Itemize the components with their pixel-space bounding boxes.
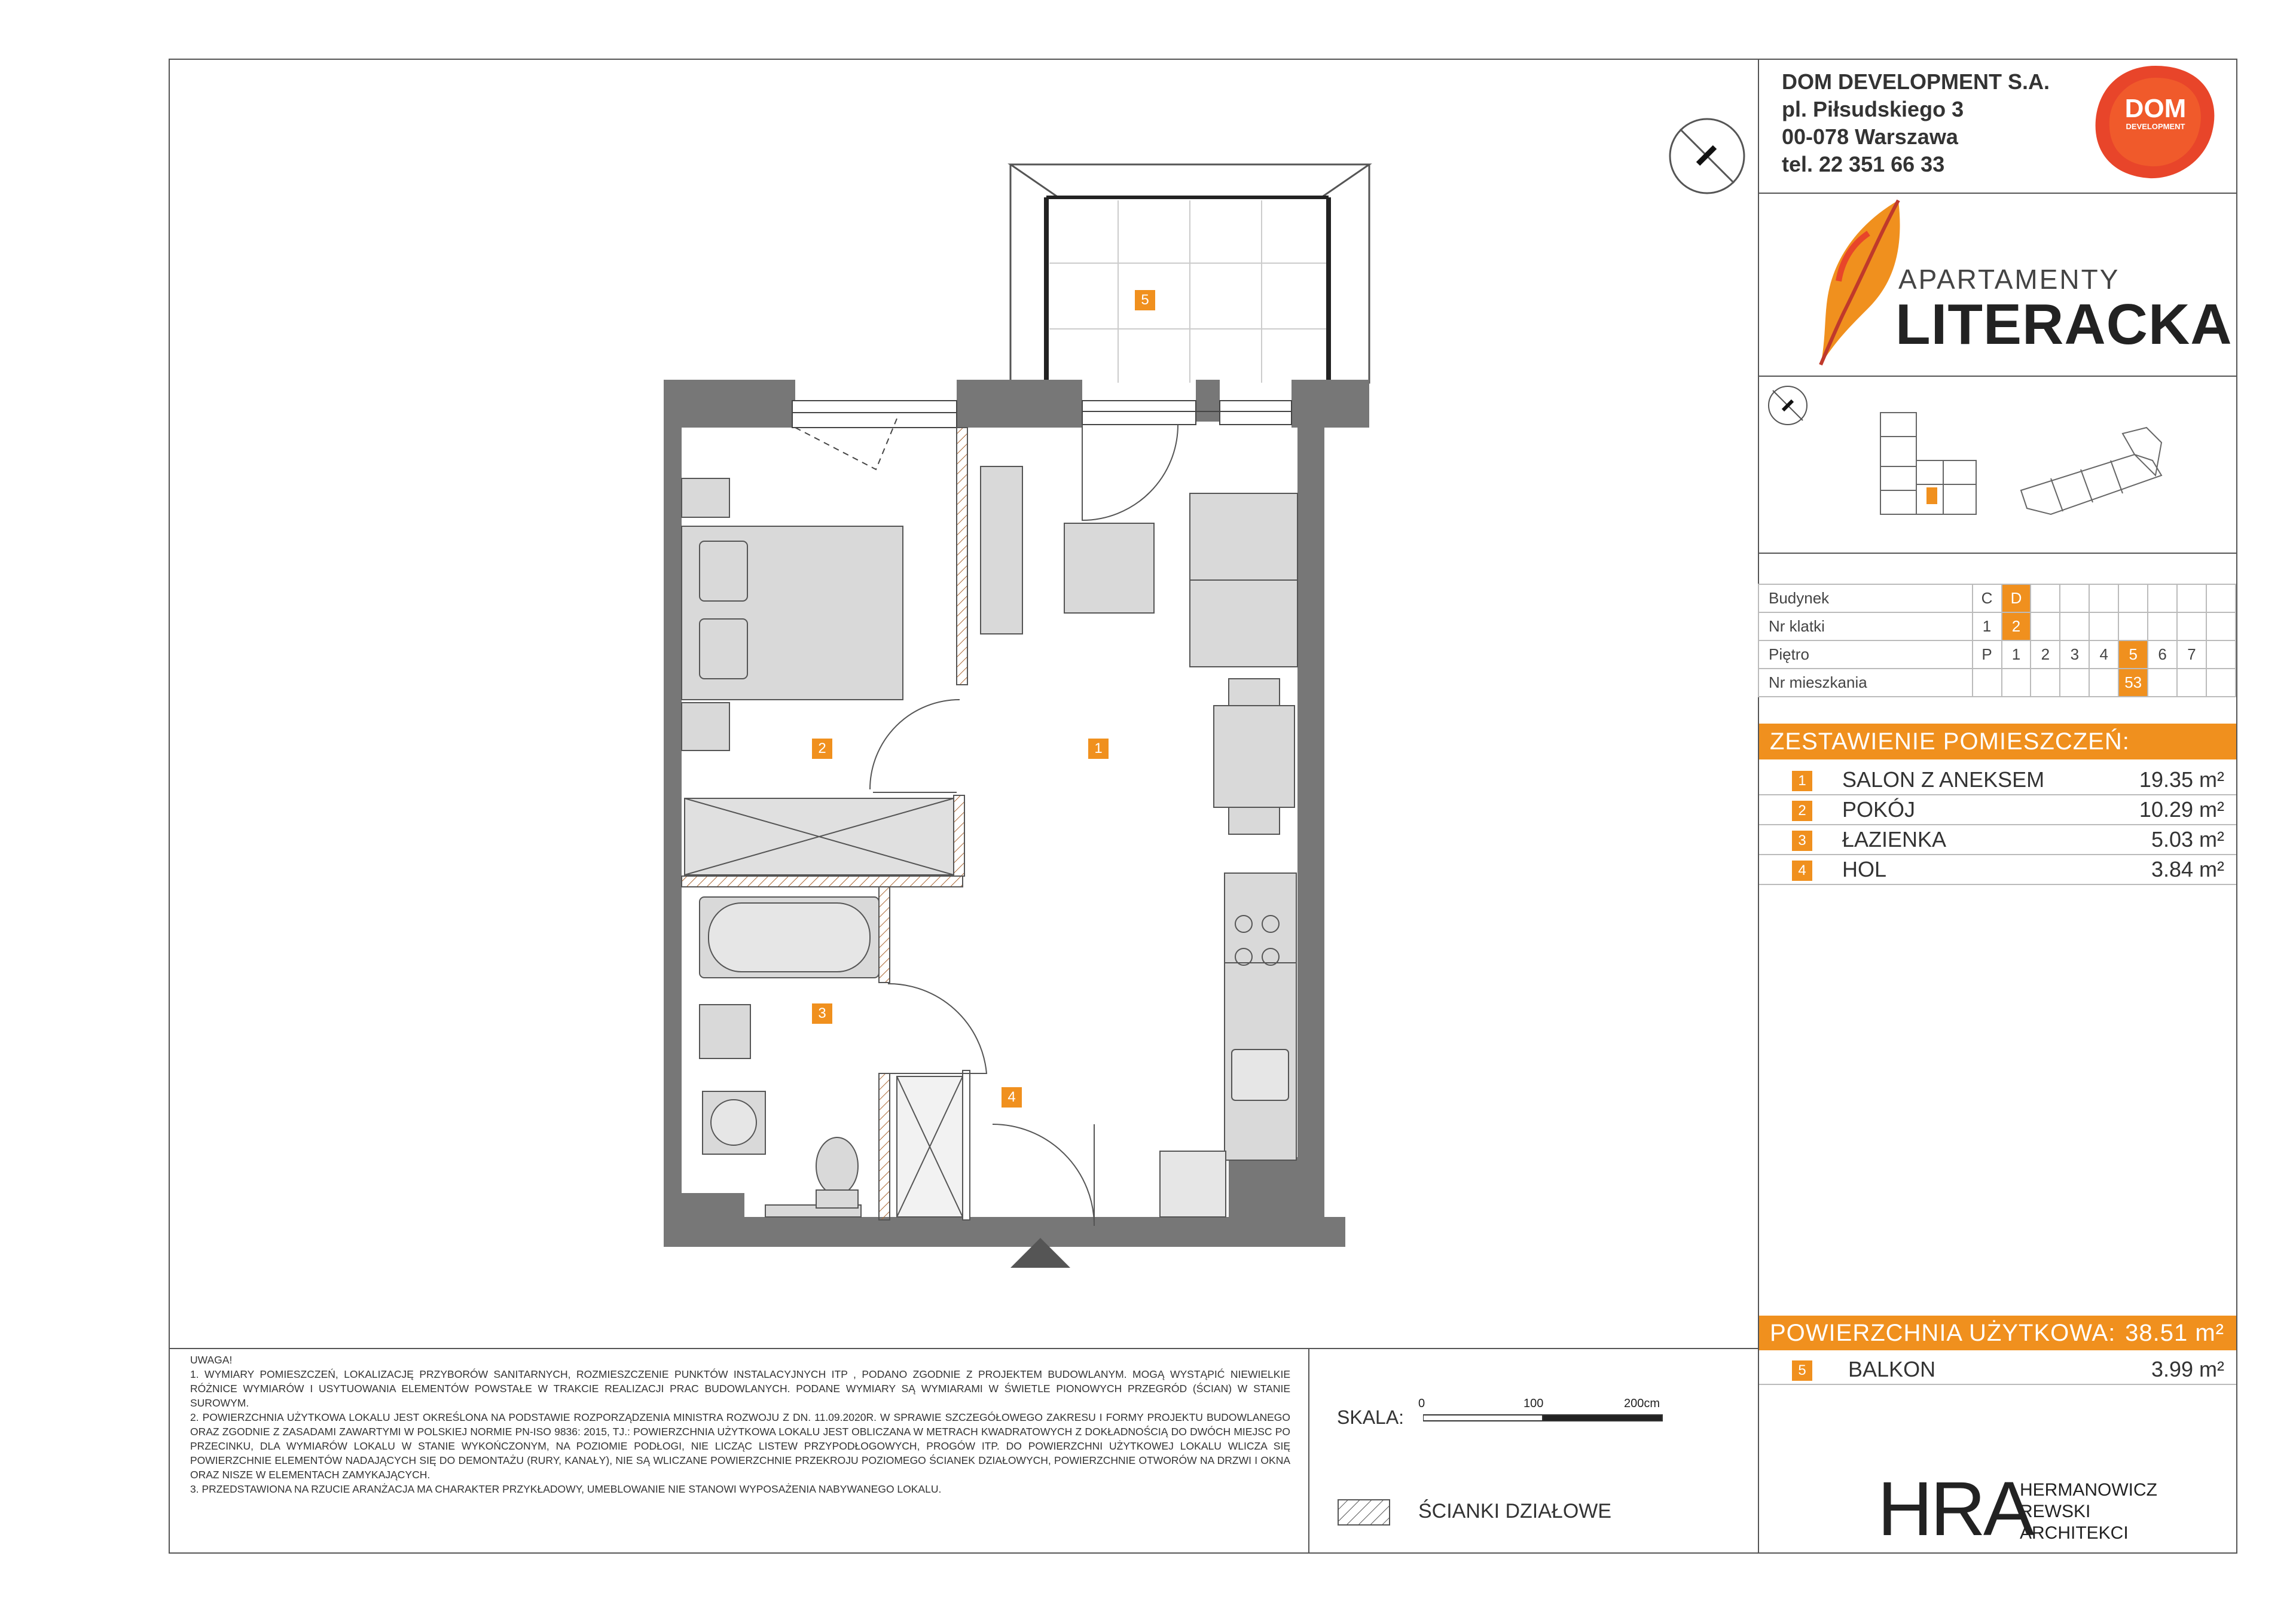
scale-tick-100: 100 [1523, 1397, 1544, 1410]
plan-label-3: 3 [812, 1003, 832, 1024]
info-cell [2206, 612, 2236, 640]
room-area: 10.29 m² [2139, 797, 2224, 822]
info-cell [2089, 612, 2118, 640]
info-row-label: Nr mieszkania [1758, 669, 1973, 697]
note-3: 3. PRZEDSTAWIONA NA RZUCIE ARANŻACJA MA CHARAKTER PRZYKŁADOWY, UMEBLOWANIE NIE STANOWI WYPOSAŻENIA NABYWANEGO LOKALU. [190, 1483, 942, 1495]
plan-label-4: 4 [1002, 1087, 1022, 1108]
info-cell [2089, 584, 2118, 612]
rooms-header: ZESTAWIENIE POMIESZCZEŃ: [1759, 724, 2236, 759]
info-cell [2206, 669, 2236, 697]
total-area-bar [1759, 1316, 2236, 1350]
info-cell [2031, 612, 2060, 640]
scale-tick-0: 0 [1418, 1397, 1425, 1410]
info-cell [2206, 640, 2236, 669]
legend-label: ŚCIANKI DZIAŁOWE [1418, 1500, 1612, 1523]
scale-bar [1423, 1414, 1668, 1426]
info-cell: 2 [2002, 612, 2031, 640]
key-plan-building [1871, 401, 1991, 526]
key-plan-site [2015, 419, 2170, 520]
room-name: SALON Z ANEKSEM [1842, 767, 2045, 792]
info-cell: 4 [2089, 640, 2118, 669]
balcony-name: BALKON [1848, 1357, 1936, 1381]
sidebar-rule-3 [1758, 553, 2236, 554]
note-2: 2. POWIERZCHNIA UŻYTKOWA LOKALU JEST OKREŚLONA NA PODSTAWIE ROZPORZĄDZENIA MINISTRA ROZWOJU Z DN. 11.09.2020R. W SPRAWIE SZCZEGÓŁOWEGO ZAKRESU I FORMY PROJEKTU BUDOWLANEGO ORAZ ZGODNIE Z ZASADAMI ZAWARTYMI W POLSKIEJ NORMIE PN-ISO 9836: 2015, TJ.: POWIERZCHNIA UŻYTKOWA LOKALU JEST OBLICZANA W METRACH KWADRATOWYCH Z DOKŁADNOŚCIĄ DO DWÓCH MIEJSC PO PRZECINKU, DLA WYMIARÓW LOKALU W STANIE WYKOŃCZONYM, NA POZIOMIE PODŁOGI, NIE LICZĄC LISTEW PRZYPODŁOGOWYCH, PROGÓW ITP. DO POWIERZCHNI UŻYTKOWEJ LOKALU WLICZA SIĘ POWIERZCHNIE ELEMENTÓW NADAJĄCYCH SIĘ DO DEMONTAŻU (RURY, KANAŁY), NIE SĄ WLICZANE POWIERZCHNIE PRZEKROJU POZIOMEGO ŚCIANEK DZIAŁOWYCH, POWIERZCHNIE OTWORÓW NA DRZWI I OKNA ORAZ NISZE W ELEMENTACH ZAMYKAJĄCYCH. [190, 1411, 1290, 1481]
info-cell: 6 [2148, 640, 2177, 669]
info-table-row [1758, 669, 2236, 697]
room-area: 19.35 m² [2139, 767, 2224, 792]
room-row [1759, 825, 2236, 855]
info-table-row [1758, 612, 2236, 640]
room-num: 1 [1792, 771, 1812, 791]
info-cell [2060, 584, 2089, 612]
notes-scale-divider [1308, 1348, 1309, 1554]
info-cell: 1 [1973, 612, 2002, 640]
notes [190, 1353, 1290, 1496]
info-row-label: Piętro [1758, 640, 1973, 669]
notes-title: UWAGA! [190, 1354, 233, 1366]
company-address-2: 00-078 Warszawa [1782, 124, 1958, 149]
total-area-value: 38.51 m² [2125, 1320, 2224, 1346]
info-cell [2148, 584, 2177, 612]
info-cell [2002, 669, 2031, 697]
info-cell: 53 [2118, 669, 2148, 697]
company-phone: tel. 22 351 66 33 [1782, 152, 1945, 176]
notes-divider [169, 1348, 1759, 1349]
total-area-label: POWIERZCHNIA UŻYTKOWA: [1770, 1320, 2116, 1346]
architect-line-2: REWSKI [2020, 1502, 2091, 1521]
room-name: POKÓJ [1842, 797, 1916, 822]
architect-line-1: HERMANOWICZ [2020, 1480, 2157, 1500]
info-row-label: Budynek [1758, 584, 1973, 612]
legend-hatch-icon [1337, 1499, 1391, 1526]
room-name: ŁAZIENKA [1842, 827, 1947, 852]
info-table-row [1758, 640, 2236, 669]
room-row [1759, 765, 2236, 795]
info-cell: 3 [2060, 640, 2089, 669]
info-table-row [1758, 584, 2236, 612]
balcony [1010, 164, 1369, 383]
room-num: 2 [1792, 801, 1812, 821]
architect-name [2020, 1479, 2157, 1544]
room-area: 5.03 m² [2151, 827, 2224, 852]
room-num: 3 [1792, 831, 1812, 851]
info-cell: 7 [2177, 640, 2206, 669]
balcony-area: 3.99 m² [2151, 1357, 2224, 1381]
info-cell [2148, 612, 2177, 640]
info-cell [2177, 669, 2206, 697]
balcony-num: 5 [1792, 1360, 1812, 1381]
info-cell [2148, 669, 2177, 697]
architect-mark: HRA [1877, 1466, 2032, 1552]
info-table [1758, 584, 2236, 697]
info-cell: 5 [2118, 640, 2148, 669]
balcony-row [1759, 1354, 2236, 1385]
info-cell [2060, 669, 2089, 697]
sidebar-rule-1 [1758, 193, 2236, 194]
info-cell [2177, 584, 2206, 612]
room-num: 4 [1792, 861, 1812, 881]
sidebar-rule-2 [1758, 376, 2236, 377]
note-1: 1. WYMIARY POMIESZCZEŃ, LOKALIZACJĘ PRZYBORÓW SANITARNYCH, ROZMIESZCZENIE PUNKTÓW INSTALACYJNYCH ITP , PODANO ZGODNIE Z PROJEKTEM BUDOWLANYM. MOGĄ WYSTĄPIĆ NIEWIELKIE RÓŻNICE WYMIARÓW I USYTUOWANIA ELEMENTÓW POWSTAŁE W TRAKCIE REALIZACJI PRAC BUDOWLANYCH. PODANE WYMIARY SĄ WYMIARAMI W ŚWIETLE PIONOWYCH PRZEGRÓD (ŚCIAN) W STANIE SUROWYM. [190, 1368, 1290, 1409]
info-cell [1973, 669, 2002, 697]
architect-line-3: ARCHITEKCI [2020, 1523, 2129, 1543]
info-cell [2118, 584, 2148, 612]
floor-plan [646, 155, 1399, 1268]
company-name: DOM DEVELOPMENT S.A. [1782, 69, 2050, 94]
info-cell [2031, 669, 2060, 697]
plan-label-1: 1 [1088, 739, 1109, 759]
info-cell [2118, 612, 2148, 640]
key-plan-north-icon [1764, 382, 1812, 429]
info-cell: C [1973, 584, 2002, 612]
project-name-top: APARTAMENTY [1898, 264, 2120, 295]
room-row [1759, 855, 2236, 885]
project-name-main: LITERACKA [1895, 292, 2233, 356]
company-info [1782, 68, 2050, 178]
plan-label-5: 5 [1135, 290, 1155, 310]
info-row-label: Nr klatki [1758, 612, 1973, 640]
info-cell [2060, 612, 2089, 640]
furniture [682, 466, 1297, 1217]
scale-label: SKALA: [1337, 1407, 1405, 1428]
info-cell [2206, 584, 2236, 612]
info-cell: 1 [2002, 640, 2031, 669]
room-row [1759, 795, 2236, 825]
plan-label-2: 2 [812, 739, 832, 759]
rooms-list [1759, 765, 2236, 885]
north-arrow-icon [1662, 111, 1752, 201]
info-cell: P [1973, 640, 2002, 669]
info-cell [2089, 669, 2118, 697]
room-name: HOL [1842, 857, 1887, 881]
info-cell [2031, 584, 2060, 612]
room-area: 3.84 m² [2151, 857, 2224, 881]
info-cell: 2 [2031, 640, 2060, 669]
info-cell [2177, 612, 2206, 640]
dom-logo-text: DOM DEVELOPMENT [2124, 94, 2187, 131]
company-address-1: pl. Piłsudskiego 3 [1782, 97, 1964, 121]
scale-tick-200: 200cm [1624, 1397, 1660, 1410]
info-cell: D [2002, 584, 2031, 612]
